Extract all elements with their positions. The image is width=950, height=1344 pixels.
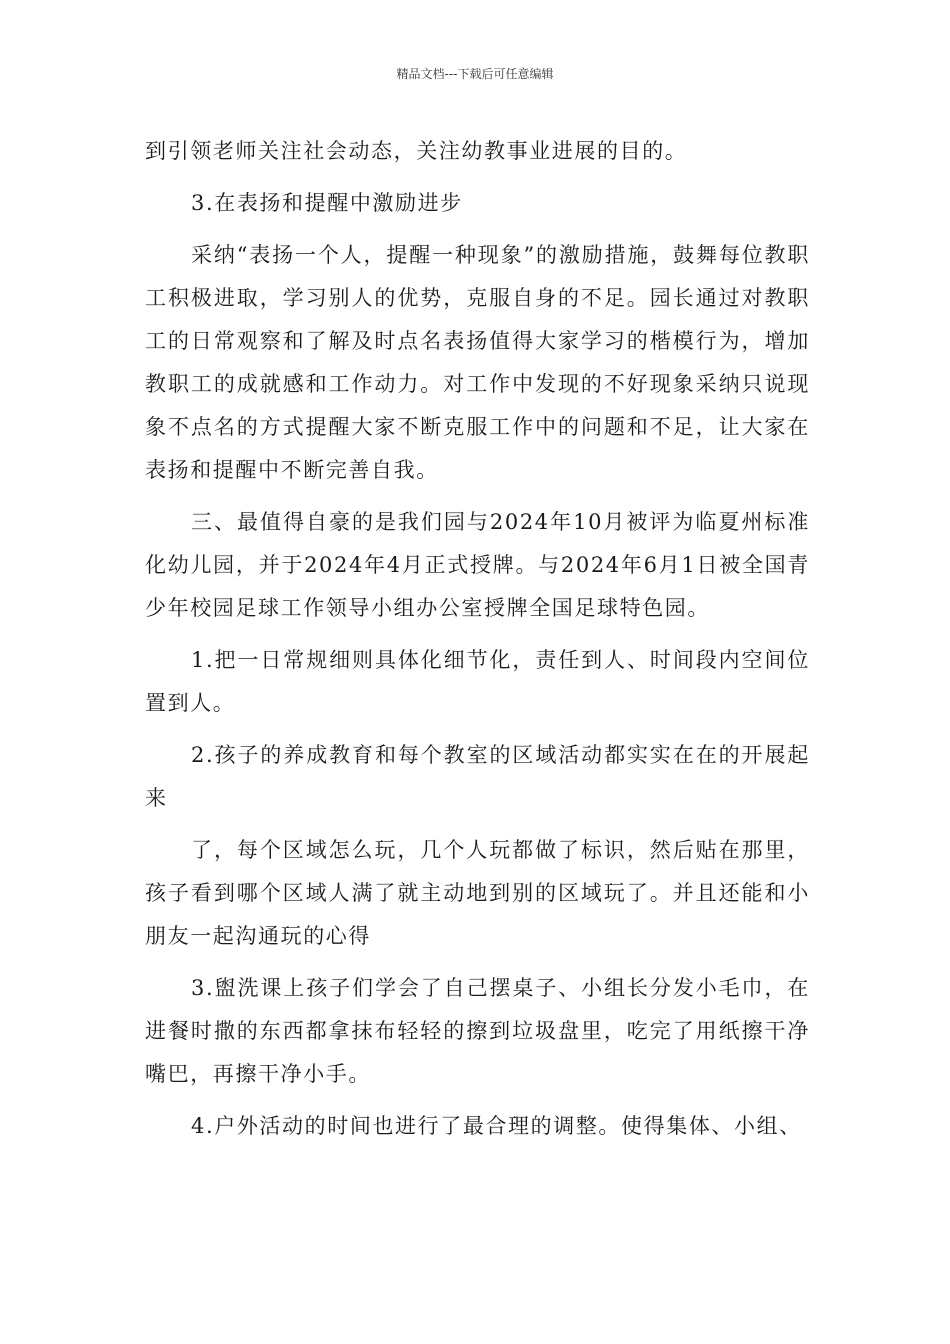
paragraph-4: 三、最值得自豪的是我们园与2024年10月被评为临夏州标准化幼儿园，并于2024年4月正式授牌。与2024年6月1日被全国青少年校园足球工作领导小组办公室授牌全国足球特色园。 xyxy=(145,510,810,620)
paragraph-2: 3.在表扬和提醒中激励进步 xyxy=(191,191,463,215)
paragraph-5: 1.把一日常规细则具体化细节化，责任到人、时间段内空间位置到人。 xyxy=(145,648,810,715)
paragraph-8: 3.盥洗课上孩子们学会了自己摆桌子、小组长分发小毛巾，在进餐时撒的东西都拿抹布轻轻的擦到垃圾盘里，吃完了用纸擦干净嘴巴，再擦干净小手。 xyxy=(145,976,810,1086)
page-header: 精品文档---下载后可任意编辑 xyxy=(396,67,554,81)
paragraph-7: 了，每个区域怎么玩，几个人玩都做了标识，然后贴在那里，孩子看到哪个区域人满了就主动地到别的区域玩了。并且还能和小朋友一起沟通玩的心得 xyxy=(145,838,810,948)
paragraph-6: 2.孩子的养成教育和每个教室的区域活动都实实在在的开展起来 xyxy=(145,743,810,810)
paragraph-1: 到引领老师关注社会动态，关注幼教事业进展的目的。 xyxy=(145,139,688,163)
paragraph-9: 4.户外活动的时间也进行了最合理的调整。使得集体、小组、 xyxy=(191,1114,802,1138)
document-body xyxy=(145,130,810,1157)
paragraph-3: 采纳“表扬一个人，提醒一种现象”的激励措施，鼓舞每位教职工积极进取，学习别人的优势，克服自身的不足。园长通过对教职工的日常观察和了解及时点名表扬值得大家学习的楷模行为，增加教职工的成就感和工作动力。对工作中发现的不好现象采纳只说现象不点名的方式提醒大家不断克服工作中的问题和不足，让大家在表扬和提醒中不断完善自我。 xyxy=(145,243,810,482)
